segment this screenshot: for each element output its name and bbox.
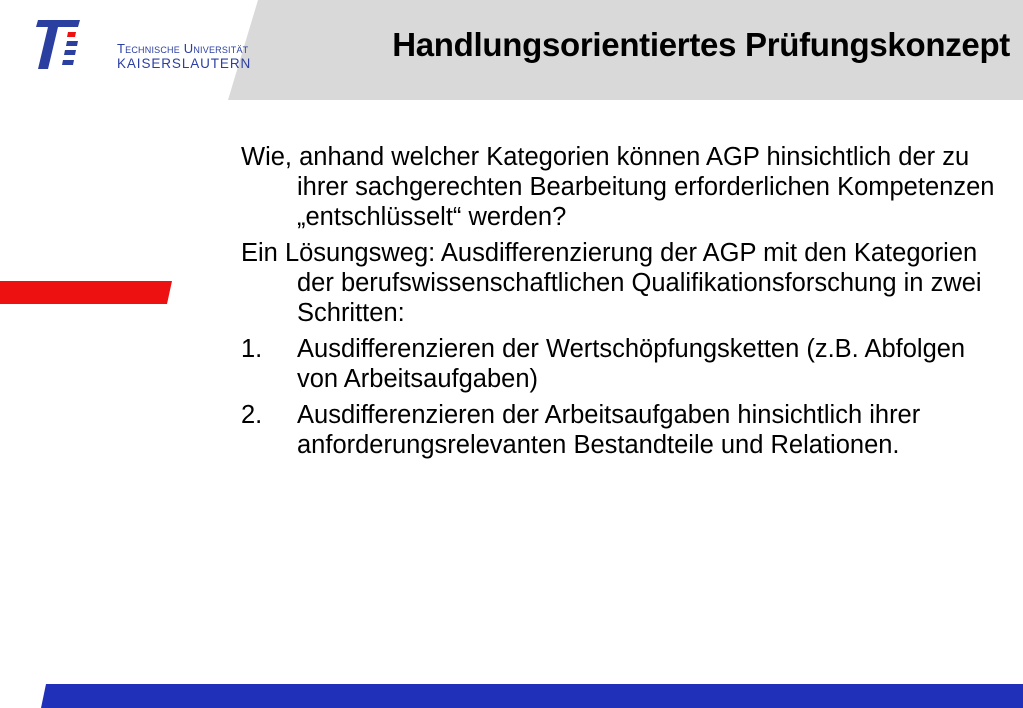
question-paragraph: Wie, anhand welcher Kategorien können AGP hinsichtlich der zu ihrer sachgerechten Bearbeitung erforderlichen Kompetenzen „entschlüsselt“ werden? — [241, 143, 995, 231]
logo-line2: KAISERSLAUTERN — [117, 56, 252, 71]
slide-body — [241, 142, 1011, 466]
step-text: Ausdifferenzieren der Arbeitsaufgaben hinsichtlich ihrer anforderungsrelevanten Bestandteile und Relationen. — [297, 401, 921, 459]
step-number: 1. — [241, 335, 263, 363]
slide-title: Handlungsorientiertes Prüfungskonzept — [392, 26, 1010, 63]
step-text: Ausdifferenzieren der Wertschöpfungsketten (z.B. Abfolgen von Arbeitsaufgaben) — [297, 335, 966, 393]
solution-paragraph: Ein Lösungsweg: Ausdifferenzierung der AGP mit den Kategorien der berufswissenschaftlichen Qualifikationsforschung in zwei Schritten: — [241, 239, 982, 327]
step-item-2 — [241, 400, 1011, 460]
step-number: 2. — [241, 401, 263, 429]
logo-university-name: Technische Universität — [117, 41, 249, 56]
step-item-1 — [241, 334, 1011, 394]
blue-footer-shape — [41, 684, 1023, 708]
